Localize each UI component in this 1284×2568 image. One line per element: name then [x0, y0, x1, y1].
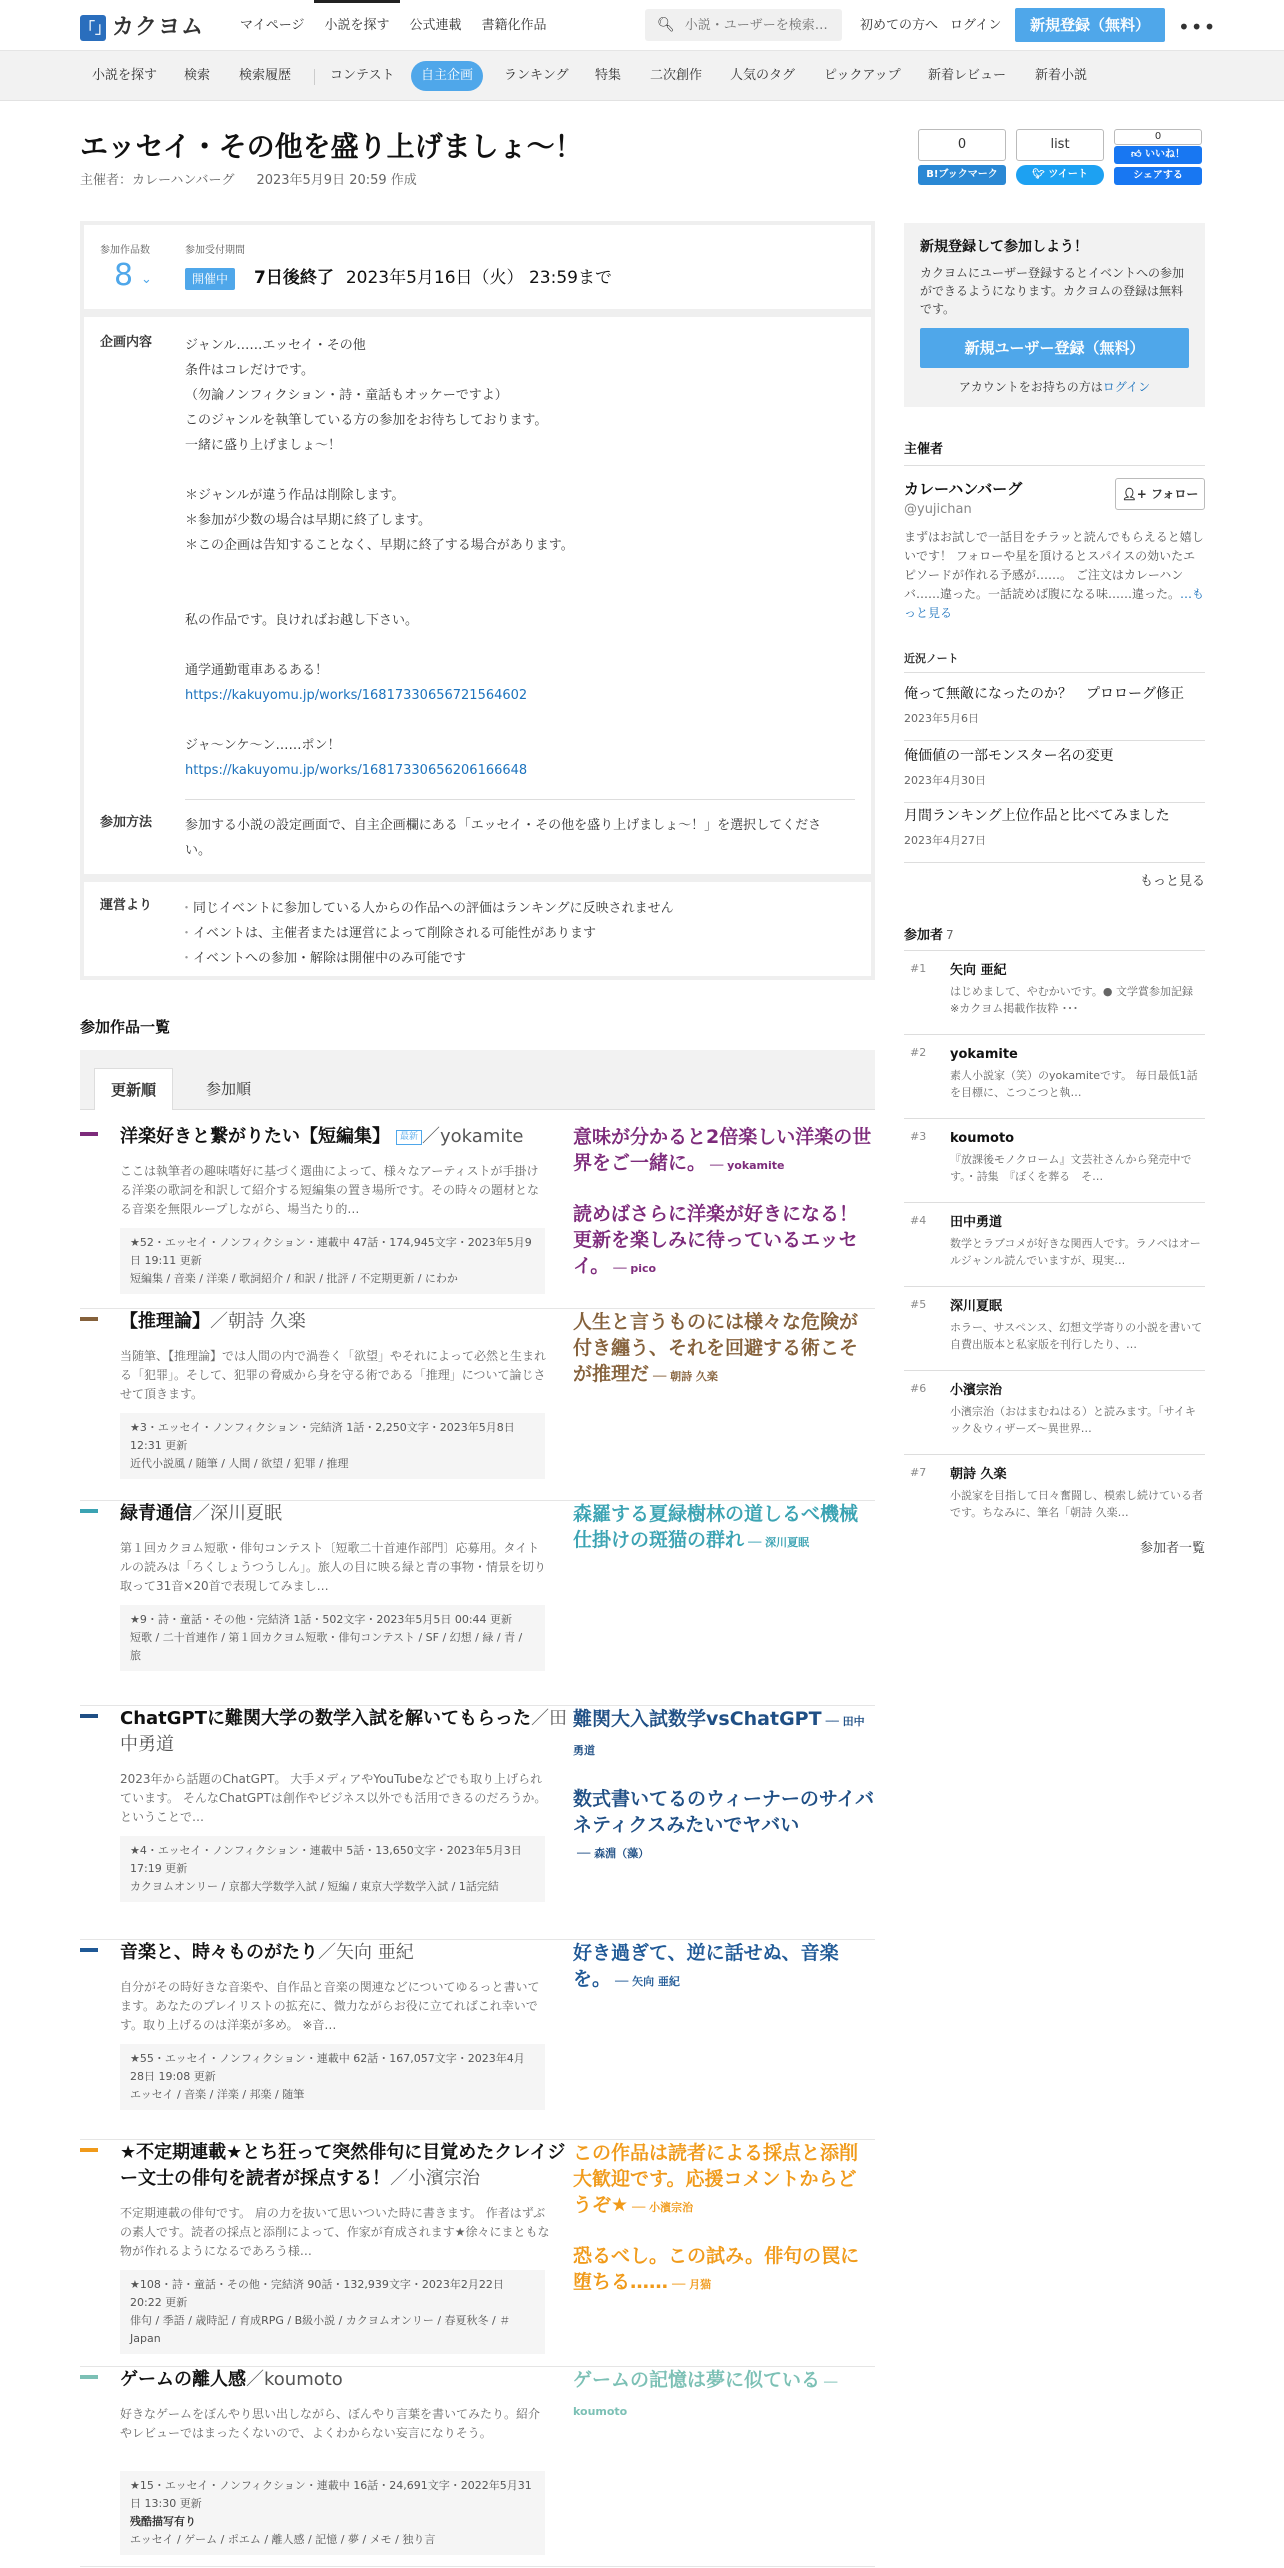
- work-title[interactable]: [120, 1501, 580, 1527]
- participants-count: 7: [946, 928, 954, 942]
- participant-name[interactable]: 深川夏眠: [950, 1299, 1003, 1314]
- work-tags[interactable]: 短編集 / 音楽 / 洋楽 / 歌詞紹介 / 和訳 / 批評 / 不定期更新 / にわか: [130, 1272, 458, 1285]
- review-text[interactable]: 読めばさらに洋楽が好きになる！更新を楽しみに待っているエッセイ。: [573, 1203, 859, 1277]
- participant-desc: 小濱宗治（おはまむねはる）と読みます。「サイキック＆ウィザーズ～異世界…: [950, 1405, 1196, 1435]
- work-color-bar: [80, 1509, 98, 1513]
- work-title[interactable]: [120, 1124, 580, 1150]
- work-title-text[interactable]: ゲームの離人感: [120, 2369, 246, 2390]
- participant-name[interactable]: yokamite: [950, 1047, 1018, 1062]
- note-item[interactable]: [904, 745, 1205, 790]
- content-line: ＊この企画は告知することなく、早期に終了する場合があります。: [185, 538, 574, 553]
- sidebar-login-link[interactable]: ログイン: [1102, 380, 1151, 394]
- work-info: [120, 1605, 545, 1671]
- participant-desc: ホラー、サスペンス、幻想文学寄りの小説を書いて自費出版本と私家版を刊行したり、…: [950, 1321, 1203, 1351]
- rules-box: [80, 878, 875, 980]
- divider: [904, 862, 1205, 863]
- work-tags[interactable]: 俳句 / 季語 / 歳時記 / 育成RPG / B級小説 / カクヨムオンリー / 春夏秋冬 / ＃Japan: [130, 2314, 511, 2345]
- work-title-text[interactable]: 緑青通信: [120, 1503, 192, 1524]
- nav-books[interactable]: 書籍化作品: [481, 18, 547, 33]
- login-link[interactable]: ログイン: [950, 18, 1002, 33]
- work-author[interactable]: ／yokamite: [422, 1126, 524, 1147]
- work-color-bar: [80, 1714, 98, 1718]
- register-box: [904, 223, 1205, 407]
- work-color-bar: [80, 2375, 98, 2379]
- work-title[interactable]: [120, 1309, 580, 1335]
- organizer-id: @yujichan: [904, 502, 972, 517]
- follow-button[interactable]: [1115, 478, 1205, 510]
- account-line: [920, 378, 1189, 396]
- content-label: 企画内容: [100, 335, 153, 350]
- organizer-label: 主催者：カレーハンバーグ: [80, 173, 235, 188]
- review-author[interactable]: ── koumoto: [573, 2376, 838, 2418]
- first-time-link[interactable]: 初めての方へ: [860, 18, 939, 33]
- hatena-share: [918, 129, 1006, 185]
- work-intro: 当随筆、【推理論】では人間の内で渦巻く「欲望」やそれによって必然と生まれる「犯罪」。そして、犯罪の脅威から身を守る術である「推理」について論じさせて頂きます。: [120, 1349, 547, 1401]
- review-author[interactable]: ── pico: [613, 1262, 657, 1275]
- note-date: 2023年4月27日: [904, 834, 986, 847]
- review-item[interactable]: [573, 1201, 875, 1282]
- participant-rank: #5: [910, 1298, 927, 1311]
- review-item[interactable]: [573, 2243, 875, 2298]
- tab-joined[interactable]: 参加順: [206, 1080, 252, 1098]
- participants-heading-text: 参加者: [904, 928, 944, 943]
- content-line: （勿論ノンフィクション・詩・童話もオッケーですよ）: [185, 388, 508, 403]
- logo-text: カクヨム: [112, 15, 205, 40]
- event-detail-box: [80, 313, 875, 878]
- work-reviews: [573, 1940, 875, 2017]
- content-line: [185, 458, 845, 483]
- review-text[interactable]: 数式書いてるのウィーナーのサイバネティクスみたいでヤバい: [573, 1788, 875, 1836]
- participant-desc: はじめまして、やむかいです。● 文学賞参加記録 ※カクヨム掲載作抜粋 ･･･: [950, 985, 1204, 1015]
- review-text[interactable]: この作品は読者による採点と添削大歓迎です。応援コメントからどうぞ★: [573, 2142, 859, 2216]
- work-color-bar: [80, 1948, 98, 1952]
- divider: [185, 799, 855, 800]
- rules-list: [180, 896, 674, 971]
- new-badge: 最新: [396, 1130, 422, 1145]
- subnav-reviews[interactable]: 新着レビュー: [928, 68, 1007, 83]
- rule-item: ・ イベントへの参加・解除は開催中のみ可能です: [180, 946, 674, 971]
- work-title-text[interactable]: 音楽と、時々ものがたり: [120, 1942, 318, 1963]
- entry-count-label: 参加作品数: [100, 245, 150, 256]
- work-stats: ★55・エッセイ・ノンフィクション・連載中 62話・167,057文字・2023年4月28日 19:08 更新: [130, 2052, 525, 2083]
- search-box: [645, 9, 842, 41]
- subnav-contest[interactable]: コンテスト: [330, 68, 395, 83]
- review-text[interactable]: 難関大入試数学vsChatGPT: [573, 1708, 822, 1730]
- method-label: 参加方法: [100, 815, 153, 830]
- review-item[interactable]: [573, 1501, 875, 1556]
- logo-icon: 「」: [80, 15, 106, 41]
- work-stats: ★3・エッセイ・ノンフィクション・完結済 1話・2,250文字・2023年5月8日 12:31 更新: [130, 1421, 515, 1452]
- notes-label: 近況ノート: [904, 652, 959, 665]
- review-item[interactable]: [573, 1706, 875, 1764]
- review-author[interactable]: ── 田中勇道: [573, 1715, 865, 1757]
- work-reviews: [573, 2140, 875, 2320]
- work-author[interactable]: ／深川夏眠: [192, 1503, 282, 1524]
- work-intro: ここは執筆者の趣味嗜好に基づく選曲によって、様々なアーティストが手掛ける洋楽の歌詞を和訳して紹介する短編集の置き場所です。その時々の題材となる音楽を無限ループしながら、場当たり的…: [120, 1164, 540, 1216]
- work-intro: 2023年から話題のChatGPT。 大手メディアやYouTubeなどでも取り上げられています。 そんなChatGPTは創作やビジネス以外でも活用できるのだろうか。 ということで…: [120, 1772, 547, 1824]
- review-item[interactable]: [573, 1786, 875, 1867]
- work-reviews: [573, 2367, 875, 2447]
- work-color-bar: [80, 1132, 98, 1136]
- nav-official[interactable]: 公式連載: [409, 18, 462, 33]
- review-text[interactable]: 森羅する夏緑樹林の道しるべ機械仕掛けの斑猫の群れ: [573, 1503, 859, 1551]
- status-badge: 開催中: [185, 268, 235, 290]
- work-title-text[interactable]: 洋楽好きと繋がりたい【短編集】: [120, 1126, 390, 1147]
- review-author[interactable]: ── 月猫: [672, 2278, 712, 2291]
- review-item[interactable]: [573, 1309, 875, 1390]
- method-text: 参加する小説の設定画面で、自主企画欄にある「エッセイ・その他を盛り上げましょ〜！」を選択してください。: [185, 818, 822, 858]
- subnav-feature[interactable]: 特集: [595, 68, 622, 83]
- review-author[interactable]: ── 小濱宗治: [632, 2201, 694, 2214]
- content-line: ＊ジャンルが違う作品は削除します。: [185, 488, 405, 503]
- note-item[interactable]: [904, 805, 1205, 850]
- work-title-text[interactable]: ★不定期連載★とち狂って突然俳句に目覚めたクレイジー文士の俳句を読者が採点する！: [120, 2142, 566, 2189]
- participant-name[interactable]: koumoto: [950, 1131, 1015, 1146]
- all-participants-link[interactable]: 参加者一覧: [1139, 1541, 1205, 1556]
- work-title[interactable]: [120, 1706, 580, 1758]
- period-text: [254, 266, 612, 292]
- work-item: [80, 1124, 875, 1309]
- event-summary-box: [80, 221, 875, 313]
- tweet-count: list: [1016, 129, 1104, 161]
- work-intro: 不定期連載の俳句です。 肩の力を抜いて思いついた時に書きます。 作者はずぶの素人です。読者の採点と添削によって、作家が育成されます★徐々にまともな物が作れるようになるであろう様…: [120, 2206, 550, 2258]
- organizer-name[interactable]: カレーハンバーグ: [904, 480, 1023, 498]
- work-title[interactable]: [120, 1940, 580, 1966]
- participant-desc: 小説家を目指して日々奮闘し、模索し続けている者です。ちなみに、筆名「朝詩 久楽…: [950, 1489, 1203, 1519]
- work-tags[interactable]: エッセイ / ゲーム / ポエム / 離人感 / 記憶 / 夢 / メモ / 独り言: [130, 2533, 436, 2546]
- participant-rank: #6: [910, 1382, 927, 1395]
- work-tags[interactable]: カクヨムオンリー / 京都大学数学入試 / 短編 / 東京大学数学入試 / 1話完結: [130, 1880, 499, 1893]
- content-line: 一緒に盛り上げましょ〜！: [185, 438, 342, 453]
- note-title[interactable]: 俺って無敵になったのか？ プロローグ修正: [904, 686, 1184, 702]
- organizer-desc-text: まずはお試しで一話目をチラッと読んでもらえると嬉しいです！ フォローや星を頂けるとスパイスの効いたエピソードが作れる予感が……。 ご注文はカレーハンバ……違った。一話読めば腹になる味……違った。: [904, 530, 1204, 601]
- participant-item[interactable]: [904, 1454, 1205, 1538]
- subnav-divider: [314, 69, 315, 85]
- work-stats: ★9・詩・童話・その他・完結済 1話・502文字・2023年5月5日 00:44 更新: [130, 1613, 513, 1626]
- works-section-title: 参加作品一覧: [80, 1018, 171, 1036]
- participant-item[interactable]: [904, 1286, 1205, 1370]
- divider: [904, 740, 1205, 741]
- nav-find-novels[interactable]: 小説を探す: [314, 0, 399, 51]
- note-title[interactable]: 月間ランキング上位作品と比べてみました: [904, 808, 1170, 824]
- tab-updated[interactable]: 更新順: [94, 1068, 173, 1110]
- like-count: 0: [1114, 129, 1202, 145]
- content-line: ＊参加が少数の場合は早期に終了します。: [185, 513, 431, 528]
- search-icon[interactable]: 🔍︎: [657, 16, 675, 33]
- work-item: [80, 1706, 875, 1940]
- work-tags[interactable]: 近代小説風 / 随筆 / 人間 / 欲望 / 犯罪 / 推理: [130, 1457, 349, 1470]
- review-text[interactable]: 意味が分かると2倍楽しい洋楽の世界をご一緒に。: [573, 1126, 872, 1174]
- fb-share-button[interactable]: シェアする: [1114, 167, 1202, 185]
- participant-item[interactable]: [904, 1118, 1205, 1202]
- participant-name[interactable]: 小濱宗治: [950, 1383, 1003, 1398]
- review-author[interactable]: ── 矢向 亜紀: [615, 1975, 680, 1988]
- like-label: いいね！: [1144, 149, 1185, 160]
- divider: [904, 465, 1205, 466]
- thumbs-up-icon: 👍︎: [1131, 149, 1145, 160]
- content-line: 私の作品です。良ければお越し下さい。: [185, 613, 418, 628]
- add-user-icon: 👤︎+: [1121, 487, 1152, 501]
- content-line: [185, 708, 845, 733]
- bookmark-count: 0: [918, 129, 1006, 161]
- register-button[interactable]: 新規ユーザー登録（無料）: [920, 328, 1189, 368]
- content-text: [185, 333, 845, 783]
- notes-more-link[interactable]: もっと見る: [1139, 874, 1205, 889]
- work-color-bar: [80, 2148, 98, 2152]
- work-reviews: [573, 1706, 875, 1889]
- work-intro: 好きなゲームをぼんやり思い出しながら、ぼんやり言葉を書いてみたり。紹介やレビューではまったくないので、よくわからない妄言になりそう。: [120, 2407, 541, 2440]
- share-buttons: [918, 129, 1205, 191]
- participant-rank: #4: [910, 1214, 927, 1227]
- content-line: [185, 558, 845, 583]
- participant-item[interactable]: [904, 1202, 1205, 1286]
- work-author[interactable]: ／小濱宗治: [390, 2168, 480, 2189]
- rules-label: 運営より: [100, 898, 153, 913]
- note-item[interactable]: [904, 683, 1205, 728]
- work-reviews: [573, 1501, 875, 1578]
- review-author[interactable]: ── 森淵（藻）: [577, 1847, 650, 1860]
- work-stats: ★52・エッセイ・ノンフィクション・連載中 47話・174,945文字・2023年5月9日 19:11 更新: [130, 1236, 532, 1267]
- work-tags[interactable]: 短歌 / 二十首連作 / 第１回カクヨム短歌・俳句コンテスト / SF / 幻想 / 緑 / 青 / 旅: [130, 1631, 523, 1662]
- work-intro: 自分がその時好きな音楽や、自作品と音楽の関連などについてゆるっと書いてます。あなたのプレイリストの拡充に、微力ながらお役に立てればこれ幸いです。取り上げるのは洋楽が多め。 ※音…: [120, 1980, 540, 2032]
- work-reviews: [573, 1309, 875, 1412]
- content-line: ジャンル……エッセイ・その他: [185, 338, 366, 353]
- work-intro: 第１回カクヨム短歌・俳句コンテスト〔短歌二十首連作部門〕応募用。タイトルの読みは「ろくしょうつうしん」。旅人の目に映る緑と青の事物・情景を切り取って31音×20首で表現してみまし…: [120, 1541, 547, 1593]
- account-text: アカウントをお持ちの方は: [958, 380, 1103, 394]
- subnav-find[interactable]: 小説を探す: [92, 68, 158, 83]
- tweet-label: ツイート: [1048, 169, 1088, 180]
- review-text[interactable]: 好き過ぎて、逆に話せぬ、音楽を。: [573, 1942, 839, 1990]
- participant-name[interactable]: 矢向 亜紀: [950, 963, 1007, 978]
- content-warning: 残酷描写有り: [130, 2515, 196, 2528]
- review-author[interactable]: ── 深川夏眠: [748, 1536, 810, 1549]
- work-color-bar: [80, 1317, 98, 1321]
- work-info: [120, 1228, 545, 1294]
- site-logo[interactable]: [80, 11, 204, 44]
- work-info: [120, 1413, 545, 1479]
- work-tags[interactable]: エッセイ / 音楽 / 洋楽 / 邦楽 / 随筆: [130, 2088, 305, 2101]
- work-item: [80, 1940, 875, 2140]
- tweet-button[interactable]: [1016, 165, 1104, 185]
- nav-mypage[interactable]: マイページ: [240, 18, 305, 33]
- entry-count[interactable]: 8: [114, 258, 134, 293]
- work-info: [120, 1836, 545, 1902]
- participant-desc: 『放課後モノクローム』文芸社さんから発売中です。・詩集 『ぼくを葬る そ…: [950, 1153, 1192, 1183]
- created-date: 2023年5月9日 20:59 作成: [256, 173, 417, 188]
- participant-item[interactable]: [904, 1370, 1205, 1454]
- subnav-ranking[interactable]: ランキング: [504, 68, 569, 83]
- review-item[interactable]: [573, 2367, 875, 2425]
- content-line: このジャンルを執筆している方の参加をお待ちしております。: [185, 413, 548, 428]
- review-author[interactable]: ── 朝詩 久楽: [653, 1370, 718, 1383]
- work-author[interactable]: ／朝詩 久楽: [210, 1311, 306, 1332]
- participant-name[interactable]: 朝詩 久楽: [950, 1467, 1007, 1482]
- period-label: 参加受付期間: [185, 245, 245, 256]
- participant-rank: #3: [910, 1130, 927, 1143]
- organizer-heading: 主催者: [904, 442, 944, 457]
- header-nav: [230, 0, 557, 51]
- work-stats: ★4・エッセイ・ノンフィクション・連載中 5話・13,650文字・2023年5月3日 17:19 更新: [130, 1844, 522, 1875]
- work-stats: ★15・エッセイ・ノンフィクション・連載中 16話・24,691文字・2022年5月31日 13:30 更新: [130, 2479, 532, 2510]
- work-info: [120, 2471, 545, 2555]
- rule-item: ・ 同じイベントに参加している人からの作品への評価はランキングに反映されません: [180, 896, 674, 921]
- search-input[interactable]: [685, 18, 835, 33]
- work-author[interactable]: ／田中勇道: [120, 1708, 568, 1755]
- review-item[interactable]: [573, 2140, 875, 2221]
- register-desc: カクヨムにユーザー登録するとイベントへの参加ができるようになります。カクヨムの登録は無料です。: [920, 266, 1185, 316]
- event-meta: [80, 171, 417, 191]
- review-item[interactable]: [573, 1124, 875, 1179]
- more-menu-icon[interactable]: •••: [1178, 15, 1217, 39]
- remaining-days: 7日後終了: [254, 268, 334, 288]
- work-item: [80, 2140, 875, 2367]
- note-date: 2023年5月6日: [904, 712, 979, 725]
- divider: [904, 802, 1205, 803]
- deadline: 2023年5月16日（火） 23:59まで: [345, 268, 612, 288]
- work-link[interactable]: https://kakuyomu.jp/works/16817330656206166648: [185, 763, 528, 778]
- participant-item[interactable]: [904, 950, 1205, 1034]
- subnav-history[interactable]: 検索履歴: [239, 68, 292, 83]
- work-item: [80, 1501, 875, 1706]
- bookmark-button[interactable]: B!ブックマーク: [918, 165, 1006, 185]
- participant-item[interactable]: [904, 1034, 1205, 1118]
- work-link[interactable]: https://kakuyomu.jp/works/16817330656721564602: [185, 688, 528, 703]
- divider: [904, 672, 1205, 673]
- work-info: [120, 2044, 545, 2110]
- work-title[interactable]: [120, 2140, 580, 2192]
- sub-nav: [0, 51, 1284, 101]
- participant-rank: #7: [910, 1466, 927, 1479]
- participant-rank: #1: [910, 962, 927, 975]
- note-date: 2023年4月30日: [904, 774, 986, 787]
- work-title-text[interactable]: 【推理論】: [120, 1311, 210, 1332]
- organizer-more-link[interactable]: …もっと見る: [904, 587, 1205, 620]
- organizer-desc: [904, 528, 1205, 623]
- work-reviews: [573, 1124, 875, 1304]
- subnav-derivative[interactable]: 二次創作: [650, 68, 703, 83]
- participant-name[interactable]: 田中勇道: [950, 1215, 1003, 1230]
- subnav-search[interactable]: 検索: [184, 68, 211, 83]
- note-title[interactable]: 俺価値の一部モンスター名の変更: [904, 748, 1114, 764]
- work-title-text[interactable]: ChatGPTに難関大学の数学入試を解いてもらった: [120, 1708, 532, 1729]
- top-header: [0, 0, 1284, 51]
- participant-desc: 数学とラブコメが好きな関西人です。ラノベはオールジャンル読んでいますが、現実…: [950, 1237, 1201, 1267]
- participants-heading: [904, 926, 954, 946]
- facebook-share: [1114, 129, 1202, 185]
- review-text[interactable]: ゲームの記憶は夢に似ている: [573, 2369, 821, 2391]
- follow-label: フォロー: [1151, 487, 1199, 501]
- work-item: [80, 2367, 875, 2567]
- page-title: エッセイ・その他を盛り上げましょ〜！: [80, 130, 583, 163]
- review-item[interactable]: [573, 1940, 875, 1995]
- subnav-new-novels[interactable]: 新着小説: [1035, 68, 1088, 83]
- work-author[interactable]: ／矢向 亜紀: [318, 1942, 414, 1963]
- subnav-pickup[interactable]: ピックアップ: [824, 68, 901, 83]
- register-title: 新規登録して参加しよう！: [920, 239, 1088, 255]
- like-button[interactable]: [1114, 146, 1202, 164]
- work-stats: ★108・詩・童話・その他・完結済 90話・132,939文字・2023年2月22日 20:22 更新: [130, 2278, 504, 2309]
- work-author[interactable]: ／koumoto: [246, 2369, 343, 2390]
- rule-item: ・ イベントは、主催者または運営によって削除される可能性があります: [180, 921, 674, 946]
- subnav-self-project[interactable]: 自主企画: [411, 61, 483, 91]
- subnav-tags[interactable]: 人気のタグ: [730, 68, 796, 83]
- participant-desc: 素人小説家（笑）のyokamiteです。 毎日最低1話を目標に、こつこつと執…: [950, 1069, 1198, 1099]
- works-tabs: [80, 1050, 875, 1110]
- content-line: ジャ〜ンケ〜ン……ポン！: [185, 738, 341, 753]
- content-line: 条件はコレだけです。: [185, 363, 314, 378]
- work-title[interactable]: [120, 2367, 580, 2393]
- tweet-share: [1016, 129, 1104, 185]
- bird-icon: 🐦︎: [1032, 169, 1049, 180]
- review-author[interactable]: ── yokamite: [710, 1159, 785, 1172]
- content-line: [185, 633, 845, 658]
- work-item: [80, 1309, 875, 1501]
- content-line: 通学通勤電車あるある！: [185, 663, 329, 678]
- participant-rank: #2: [910, 1046, 927, 1059]
- content-line: [185, 583, 845, 608]
- work-info: [120, 2270, 545, 2354]
- review-text[interactable]: 恐るべし。この試み。俳句の罠に堕ちる……: [573, 2245, 860, 2293]
- signup-button[interactable]: 新規登録（無料）: [1015, 8, 1165, 42]
- review-text[interactable]: 人生と言うものには様々な危険が付き纏う、それを回避する術こそが推理だ: [573, 1311, 859, 1385]
- chevron-down-icon[interactable]: ⌄: [141, 272, 152, 287]
